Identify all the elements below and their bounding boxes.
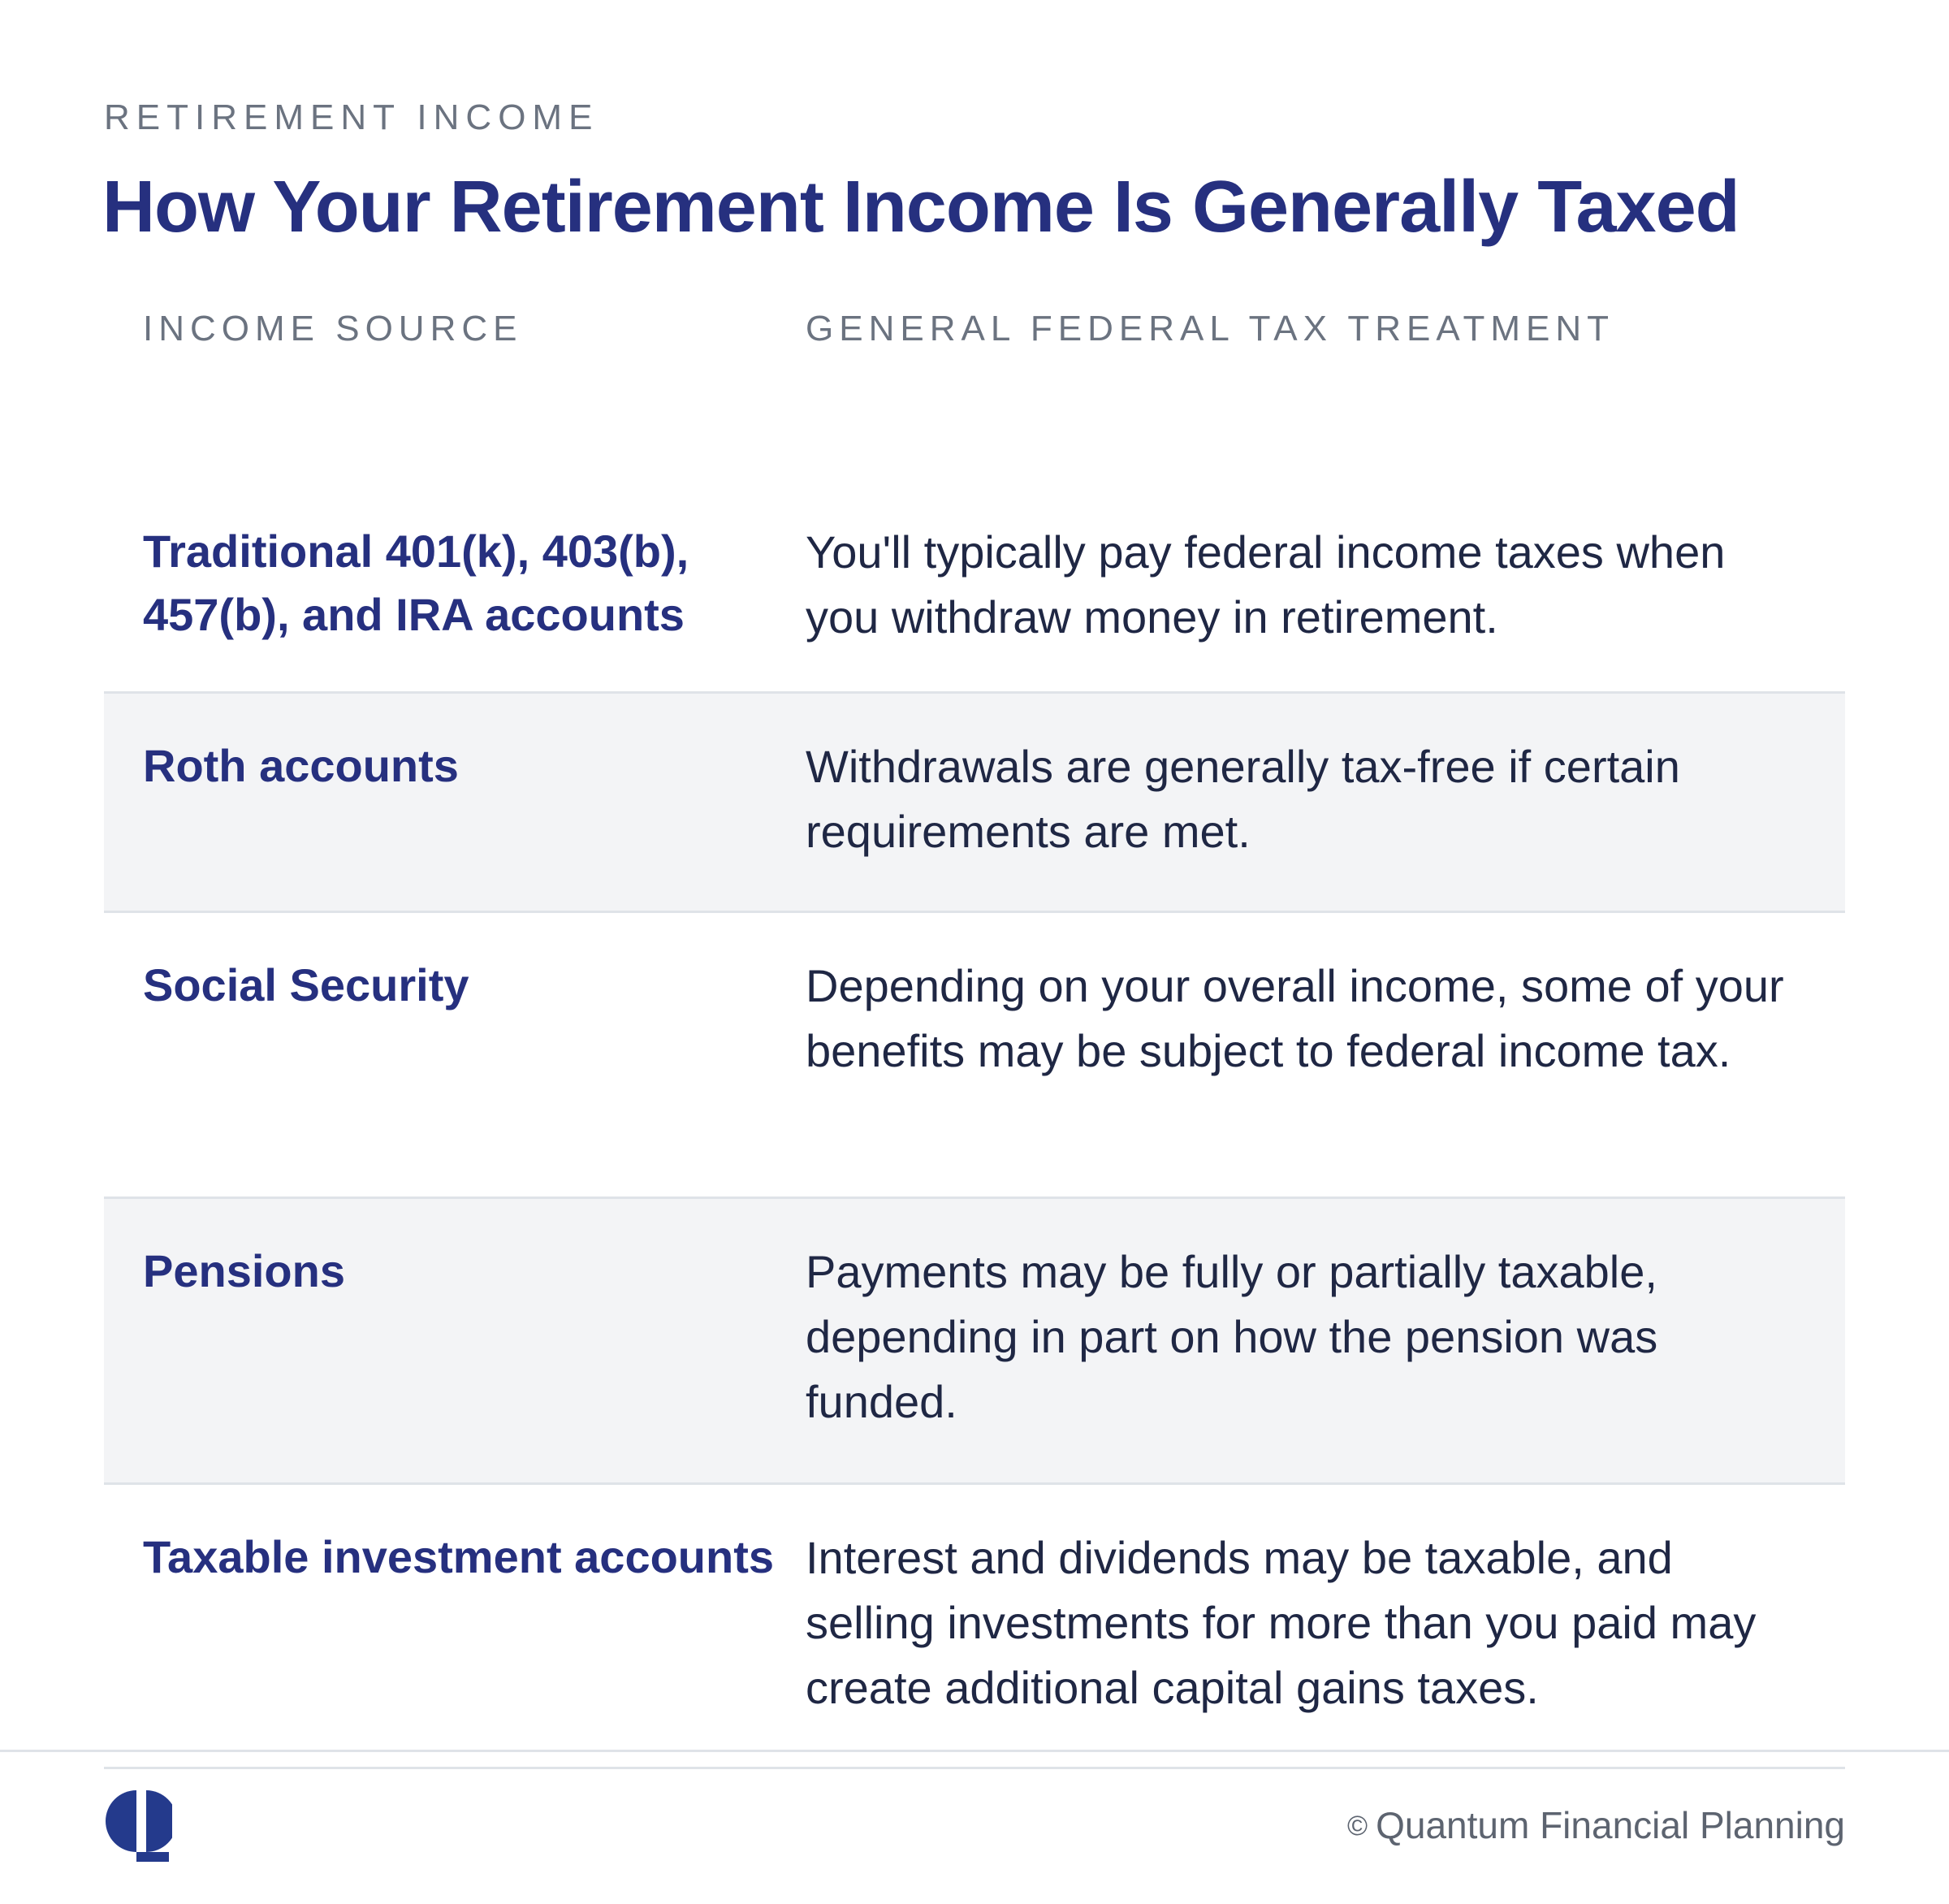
copyright-symbol: © (1347, 1811, 1368, 1841)
income-source-cell: Pensions (143, 1245, 345, 1296)
eyebrow-label: RETIREMENT INCOME (104, 97, 599, 137)
income-source-cell: Social Security (143, 959, 469, 1010)
tax-treatment-cell: Payments may be fully or partially taxable, depending in part on how the pension was funded. (806, 1246, 1658, 1427)
tax-treatment-table (104, 309, 1845, 1769)
income-source-cell: Roth accounts (143, 740, 459, 791)
quantum-logo-svg (104, 1787, 172, 1865)
column-header-income-source: INCOME SOURCE (143, 309, 523, 348)
table-header (104, 309, 1845, 398)
tax-treatment-cell: You'll typically pay federal income taxes when you withdraw money in retirement. (806, 526, 1726, 643)
footer-divider (0, 1750, 1949, 1752)
table-row (104, 398, 1845, 694)
table-row (104, 694, 1845, 913)
table-row (104, 913, 1845, 1199)
table-row (104, 1485, 1845, 1769)
column-header-tax-treatment: GENERAL FEDERAL TAX TREATMENT (806, 309, 1614, 348)
tax-treatment-cell: Depending on your overall income, some of your benefits may be subject to federal income tax. (806, 960, 1784, 1076)
tax-treatment-cell: Interest and dividends may be taxable, and selling investments for more than you paid may create additional capital gains taxes. (806, 1532, 1757, 1713)
page-title: How Your Retirement Income Is Generally Taxed (102, 167, 1739, 248)
income-source-cell: Taxable investment accounts (143, 1531, 774, 1582)
table-row (104, 1199, 1845, 1485)
quantum-logo-icon (104, 1787, 172, 1865)
copyright-notice (1347, 1803, 1845, 1847)
tax-treatment-cell: Withdrawals are generally tax-free if certain requirements are met. (806, 741, 1680, 857)
copyright-text: Quantum Financial Planning (1376, 1804, 1845, 1846)
income-source-cell: Traditional 401(k), 403(b), 457(b), and IRA accounts (143, 526, 689, 640)
